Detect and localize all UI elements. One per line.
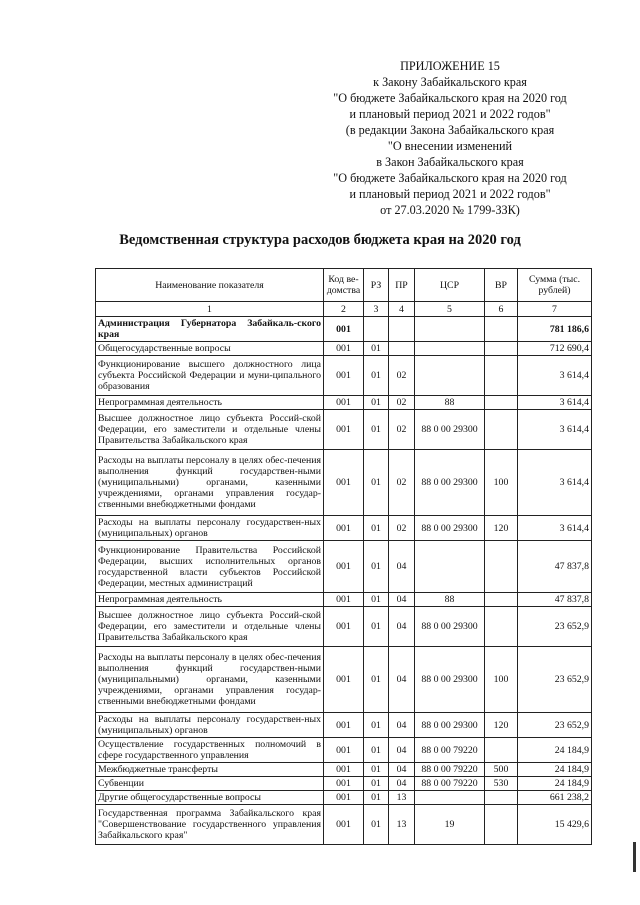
row-name-cell: Расходы на выплаты персоналу государствен-ных (муниципальных) органов — [96, 516, 324, 541]
row-rz-cell: 01 — [364, 593, 389, 607]
column-number-row — [96, 302, 592, 317]
row-rz-cell: 01 — [364, 516, 389, 541]
row-vr-cell: 120 — [485, 516, 518, 541]
row-sum-cell: 3 614,4 — [518, 356, 592, 396]
row-sum-cell: 3 614,4 — [518, 516, 592, 541]
row-vr-cell — [485, 738, 518, 763]
table-row — [96, 607, 592, 647]
row-rz-cell: 01 — [364, 450, 389, 516]
row-sum-cell: 15 429,6 — [518, 805, 592, 845]
row-name-cell: Функционирование Правительства Российской Федерации, высших исполнительных органов государственной власти субъектов Российской Федерации, местных администраций — [96, 541, 324, 593]
row-sum-cell: 3 614,4 — [518, 450, 592, 516]
row-csr-cell: 88 0 00 29300 — [415, 713, 485, 738]
document-title: Ведомственная структура расходов бюджета края на 2020 год — [119, 232, 521, 248]
col-number: 5 — [415, 302, 485, 317]
row-sum-cell: 781 186,6 — [518, 317, 592, 342]
row-ved-cell: 001 — [324, 805, 364, 845]
row-sum-cell: 24 184,9 — [518, 738, 592, 763]
col-number: 4 — [389, 302, 415, 317]
row-ved-cell: 001 — [324, 516, 364, 541]
row-pr-cell: 04 — [389, 647, 415, 713]
row-csr-cell: 88 0 00 79220 — [415, 763, 485, 777]
row-vr-cell — [485, 342, 518, 356]
row-name-cell: Непрограммная деятельность — [96, 396, 324, 410]
header-line: и плановый период 2021 и 2022 годов" — [349, 107, 551, 121]
col-header-vr: ВР — [485, 269, 518, 302]
row-vr-cell: 100 — [485, 450, 518, 516]
row-csr-cell — [415, 317, 485, 342]
row-pr-cell: 04 — [389, 607, 415, 647]
row-vr-cell: 100 — [485, 647, 518, 713]
table-row — [96, 516, 592, 541]
row-csr-cell: 19 — [415, 805, 485, 845]
row-rz-cell: 01 — [364, 791, 389, 805]
row-vr-cell — [485, 805, 518, 845]
row-pr-cell: 02 — [389, 356, 415, 396]
col-header-pr: ПР — [389, 269, 415, 302]
row-name-cell: Государственная программа Забайкальского края "Совершенствование государственного управления Забайкальского края" — [96, 805, 324, 845]
table-row — [96, 713, 592, 738]
header-line: в Закон Забайкальского края — [376, 155, 524, 169]
row-pr-cell: 02 — [389, 450, 415, 516]
row-rz-cell: 01 — [364, 541, 389, 593]
row-name-cell: Субвенции — [96, 777, 324, 791]
row-rz-cell: 01 — [364, 647, 389, 713]
row-vr-cell — [485, 356, 518, 396]
appendix-header — [300, 58, 600, 218]
header-line: "О бюджете Забайкальского края на 2020 год — [333, 91, 567, 105]
row-csr-cell: 88 0 00 29300 — [415, 607, 485, 647]
table-header-row — [96, 269, 592, 302]
row-csr-cell — [415, 541, 485, 593]
row-ved-cell: 001 — [324, 647, 364, 713]
table-row — [96, 777, 592, 791]
row-vr-cell: 120 — [485, 713, 518, 738]
row-ved-cell: 001 — [324, 541, 364, 593]
col-number: 6 — [485, 302, 518, 317]
row-name-cell: Общегосударственные вопросы — [96, 342, 324, 356]
row-rz-cell: 01 — [364, 396, 389, 410]
row-csr-cell — [415, 342, 485, 356]
row-sum-cell: 23 652,9 — [518, 607, 592, 647]
col-number: 1 — [96, 302, 324, 317]
row-vr-cell — [485, 410, 518, 450]
row-name-cell: Администрация Губернатора Забайкаль-ского края — [96, 317, 324, 342]
col-number: 3 — [364, 302, 389, 317]
row-sum-cell: 47 837,8 — [518, 541, 592, 593]
table-row — [96, 541, 592, 593]
table-row — [96, 593, 592, 607]
header-line: и плановый период 2021 и 2022 годов" — [349, 187, 551, 201]
row-csr-cell — [415, 791, 485, 805]
header-line: (в редакции Закона Забайкальского края — [345, 123, 555, 137]
row-ved-cell: 001 — [324, 356, 364, 396]
row-csr-cell: 88 0 00 29300 — [415, 647, 485, 713]
header-line: ПРИЛОЖЕНИЕ 15 — [400, 59, 500, 73]
row-name-cell: Высшее должностное лицо субъекта Россий-ской Федерации, его заместители и отдельные члены Правительства Забайкальского края — [96, 410, 324, 450]
row-sum-cell: 24 184,9 — [518, 777, 592, 791]
row-pr-cell — [389, 317, 415, 342]
row-name-cell: Функционирование высшего должностного лица субъекта Российской Федерации и муни-ципального образования — [96, 356, 324, 396]
row-sum-cell: 47 837,8 — [518, 593, 592, 607]
row-name-cell: Высшее должностное лицо субъекта Россий-ской Федерации, его заместители и отдельные члены Правительства Забайкальского края — [96, 607, 324, 647]
row-rz-cell — [364, 317, 389, 342]
row-ved-cell: 001 — [324, 317, 364, 342]
row-name-cell: Расходы на выплаты персоналу в целях обес-печения выполнения функций государствен-ными (муниципальными) органами, казенными учреждениями, органами управления государ-ственными внебюджетными фондами — [96, 647, 324, 713]
row-sum-cell: 3 614,4 — [518, 396, 592, 410]
table-row — [96, 738, 592, 763]
expenditure-table — [95, 268, 592, 845]
row-rz-cell: 01 — [364, 410, 389, 450]
row-pr-cell: 04 — [389, 713, 415, 738]
row-name-cell: Межбюджетные трансферты — [96, 763, 324, 777]
row-rz-cell: 01 — [364, 356, 389, 396]
table-row — [96, 396, 592, 410]
row-csr-cell: 88 0 00 79220 — [415, 777, 485, 791]
col-header-name: Наименование показателя — [96, 269, 324, 302]
row-name-cell: Осуществление государственных полномочий в сфере государственного управления — [96, 738, 324, 763]
row-ved-cell: 001 — [324, 777, 364, 791]
row-ved-cell: 001 — [324, 713, 364, 738]
row-csr-cell: 88 0 00 29300 — [415, 516, 485, 541]
row-vr-cell: 500 — [485, 763, 518, 777]
row-name-cell: Расходы на выплаты персоналу государствен-ных (муниципальных) органов — [96, 713, 324, 738]
table-row — [96, 805, 592, 845]
row-rz-cell: 01 — [364, 342, 389, 356]
header-line: от 27.03.2020 № 1799-ЗЗК) — [380, 203, 520, 217]
row-rz-cell: 01 — [364, 607, 389, 647]
row-ved-cell: 001 — [324, 763, 364, 777]
table-row — [96, 356, 592, 396]
row-vr-cell: 530 — [485, 777, 518, 791]
row-csr-cell: 88 0 00 79220 — [415, 738, 485, 763]
row-pr-cell: 04 — [389, 763, 415, 777]
row-pr-cell: 04 — [389, 777, 415, 791]
header-line: "О бюджете Забайкальского края на 2020 год — [333, 171, 567, 185]
table-row — [96, 791, 592, 805]
col-number: 2 — [324, 302, 364, 317]
row-pr-cell: 02 — [389, 396, 415, 410]
row-vr-cell — [485, 607, 518, 647]
table-row — [96, 410, 592, 450]
row-pr-cell — [389, 342, 415, 356]
scan-edge-mark — [633, 842, 636, 872]
row-pr-cell: 13 — [389, 791, 415, 805]
row-pr-cell: 04 — [389, 541, 415, 593]
col-number: 7 — [518, 302, 592, 317]
row-sum-cell: 3 614,4 — [518, 410, 592, 450]
row-rz-cell: 01 — [364, 763, 389, 777]
row-sum-cell: 23 652,9 — [518, 647, 592, 713]
table-row — [96, 342, 592, 356]
row-name-cell: Другие общегосударственные вопросы — [96, 791, 324, 805]
row-sum-cell: 24 184,9 — [518, 763, 592, 777]
row-ved-cell: 001 — [324, 450, 364, 516]
row-vr-cell — [485, 396, 518, 410]
row-sum-cell: 23 652,9 — [518, 713, 592, 738]
row-csr-cell — [415, 356, 485, 396]
table-row — [96, 763, 592, 777]
table-row — [96, 317, 592, 342]
row-pr-cell: 13 — [389, 805, 415, 845]
row-rz-cell: 01 — [364, 777, 389, 791]
row-csr-cell: 88 0 00 29300 — [415, 450, 485, 516]
row-pr-cell: 04 — [389, 738, 415, 763]
row-rz-cell: 01 — [364, 738, 389, 763]
row-rz-cell: 01 — [364, 713, 389, 738]
row-vr-cell — [485, 791, 518, 805]
row-pr-cell: 02 — [389, 516, 415, 541]
row-sum-cell: 712 690,4 — [518, 342, 592, 356]
row-ved-cell: 001 — [324, 738, 364, 763]
col-header-ved: Код ве-домства — [324, 269, 364, 302]
row-ved-cell: 001 — [324, 593, 364, 607]
col-header-rz: РЗ — [364, 269, 389, 302]
table-row — [96, 647, 592, 713]
row-vr-cell — [485, 317, 518, 342]
row-ved-cell: 001 — [324, 791, 364, 805]
header-line: к Закону Забайкальского края — [373, 75, 527, 89]
row-rz-cell: 01 — [364, 805, 389, 845]
row-sum-cell: 661 238,2 — [518, 791, 592, 805]
row-csr-cell: 88 — [415, 593, 485, 607]
row-ved-cell: 001 — [324, 607, 364, 647]
row-vr-cell — [485, 593, 518, 607]
row-name-cell: Непрограммная деятельность — [96, 593, 324, 607]
row-name-cell: Расходы на выплаты персоналу в целях обес-печения выполнения функций государствен-ными (муниципальными) органами, казенными учреждениями, органами управления государ-ственными внебюджетными фондами — [96, 450, 324, 516]
header-line: "О внесении изменений — [387, 139, 513, 153]
row-ved-cell: 001 — [324, 342, 364, 356]
col-header-sum: Сумма (тыс. рублей) — [518, 269, 592, 302]
row-ved-cell: 001 — [324, 410, 364, 450]
row-csr-cell: 88 — [415, 396, 485, 410]
row-ved-cell: 001 — [324, 396, 364, 410]
table-row — [96, 450, 592, 516]
row-pr-cell: 02 — [389, 410, 415, 450]
row-vr-cell — [485, 541, 518, 593]
row-csr-cell: 88 0 00 29300 — [415, 410, 485, 450]
col-header-csr: ЦСР — [415, 269, 485, 302]
row-pr-cell: 04 — [389, 593, 415, 607]
